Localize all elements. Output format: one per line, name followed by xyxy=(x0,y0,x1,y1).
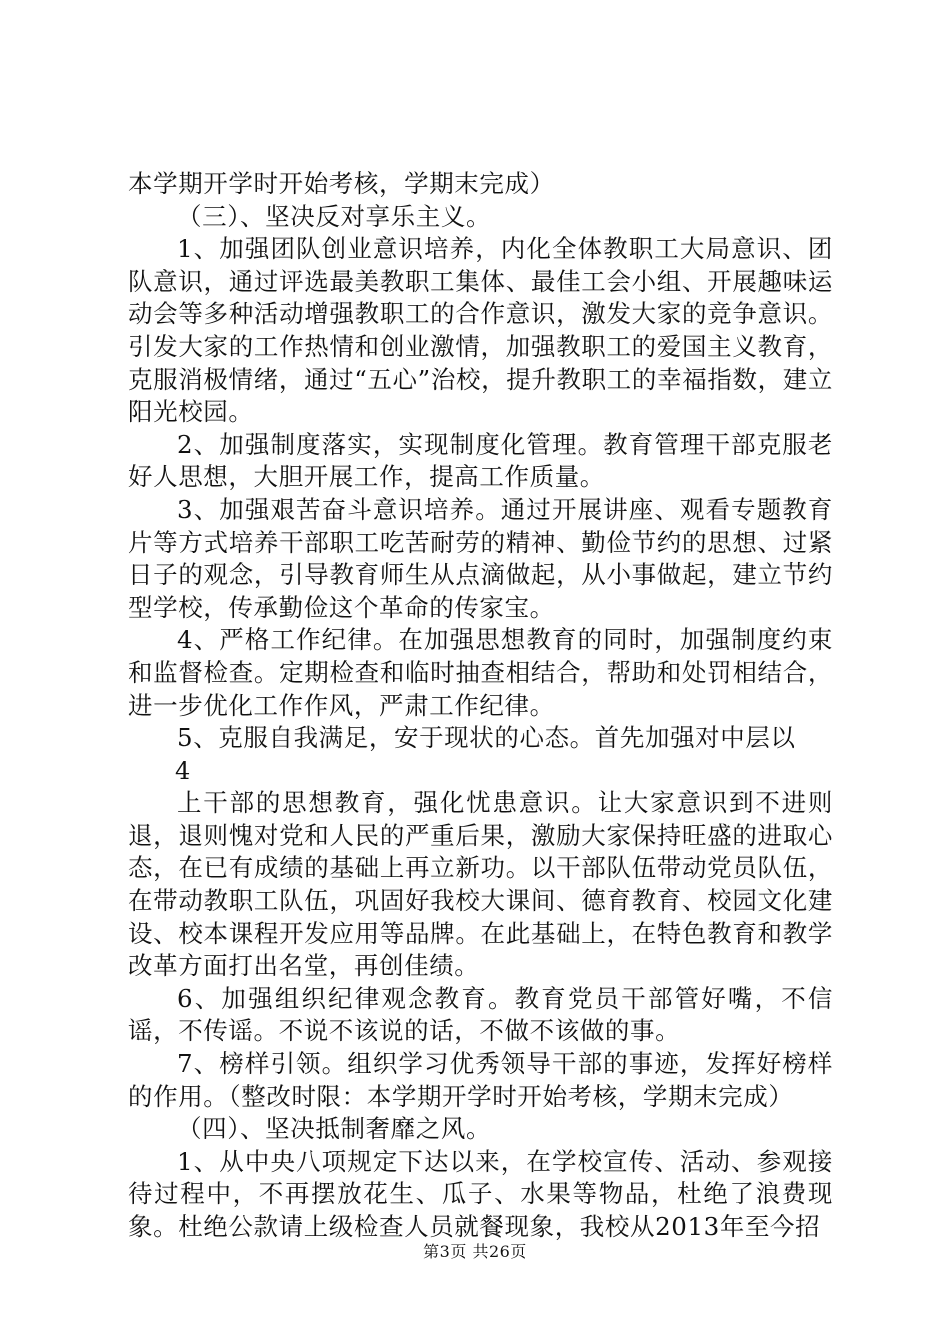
inline-page-marker: 4 xyxy=(175,756,191,785)
document-body xyxy=(128,168,833,1244)
paragraph-item-4: 4、严格工作纪律。在加强思想教育的同时，加强制度约束和监督检查。定期检查和临时抽查相结合，帮助和处罚相结合，进一步优化工作作风，严肃工作纪律。 xyxy=(128,625,833,720)
paragraph-continuation: 本学期开学时开始考核，学期末完成） xyxy=(128,169,555,198)
page-footer: 第3页 共26页 xyxy=(423,1242,527,1261)
paragraph-item-5: 5、克服自我满足，安于现状的心态。首先加强对中层以 xyxy=(177,723,796,753)
paragraph-item-1: 1、加强团队创业意识培养，内化全体教职工大局意识、团队意识，通过评选最美教职工集体、最佳工会小组、开展趣味运动会等多种活动增强教职工的合作意识，激发大家的竞争意识。引发大家的工作热情和创业激情，加强教职工的爱国主义教育，克服消极情绪，通过“五心”治校，提升教职工的幸福指数，建立阳光校园。 xyxy=(128,234,833,427)
paragraph-item-6: 6、加强组织纪律观念教育。教育党员干部管好嘴，不信谣，不传谣。不说不该说的话，不做不该做的事。 xyxy=(128,983,833,1046)
paragraph-item-5-continued: 上干部的思想教育，强化忧患意识。让大家意识到不进则退，退则愧对党和人民的严重后果，激励大家保持旺盛的进取心态，在已有成绩的基础上再立新功。以干部队伍带动党员队伍，在带动教职工队伍，巩固好我校大课间、德育教育、校园文化建设、校本课程开发应用等品牌。在此基础上，在特色教育和教学改革方面打出名堂，再创佳绩。 xyxy=(128,788,833,981)
section-heading-4: （四）、坚决抵制奢靡之风。 xyxy=(177,1114,492,1144)
paragraph-item-3: 3、加强艰苦奋斗意识培养。通过开展讲座、观看专题教育片等方式培养干部职工吃苦耐劳的精神、勤俭节约的思想、过紧日子的观念，引导教育师生从点滴做起，从小事做起，建立节约型学校，传承勤俭这个革命的传家宝。 xyxy=(128,494,833,622)
paragraph-item-2: 2、加强制度落实，实现制度化管理。教育管理干部克服老好人思想，大胆开展工作，提高工作质量。 xyxy=(128,429,833,492)
paragraph-item-4-1: 1、从中央八项规定下达以来，在学校宣传、活动、参观接待过程中，不再摆放花生、瓜子、水果等物品，杜绝了浪费现象。杜绝公款请上级检查人员就餐现象，我校从2013年至今招 xyxy=(128,1146,833,1241)
section-heading-3: （三）、坚决反对享乐主义。 xyxy=(177,201,492,231)
paragraph-item-7: 7、榜样引领。组织学习优秀领导干部的事迹，发挥好榜样的作用。（整改时限：本学期开学时开始考核，学期末完成） xyxy=(128,1049,833,1111)
